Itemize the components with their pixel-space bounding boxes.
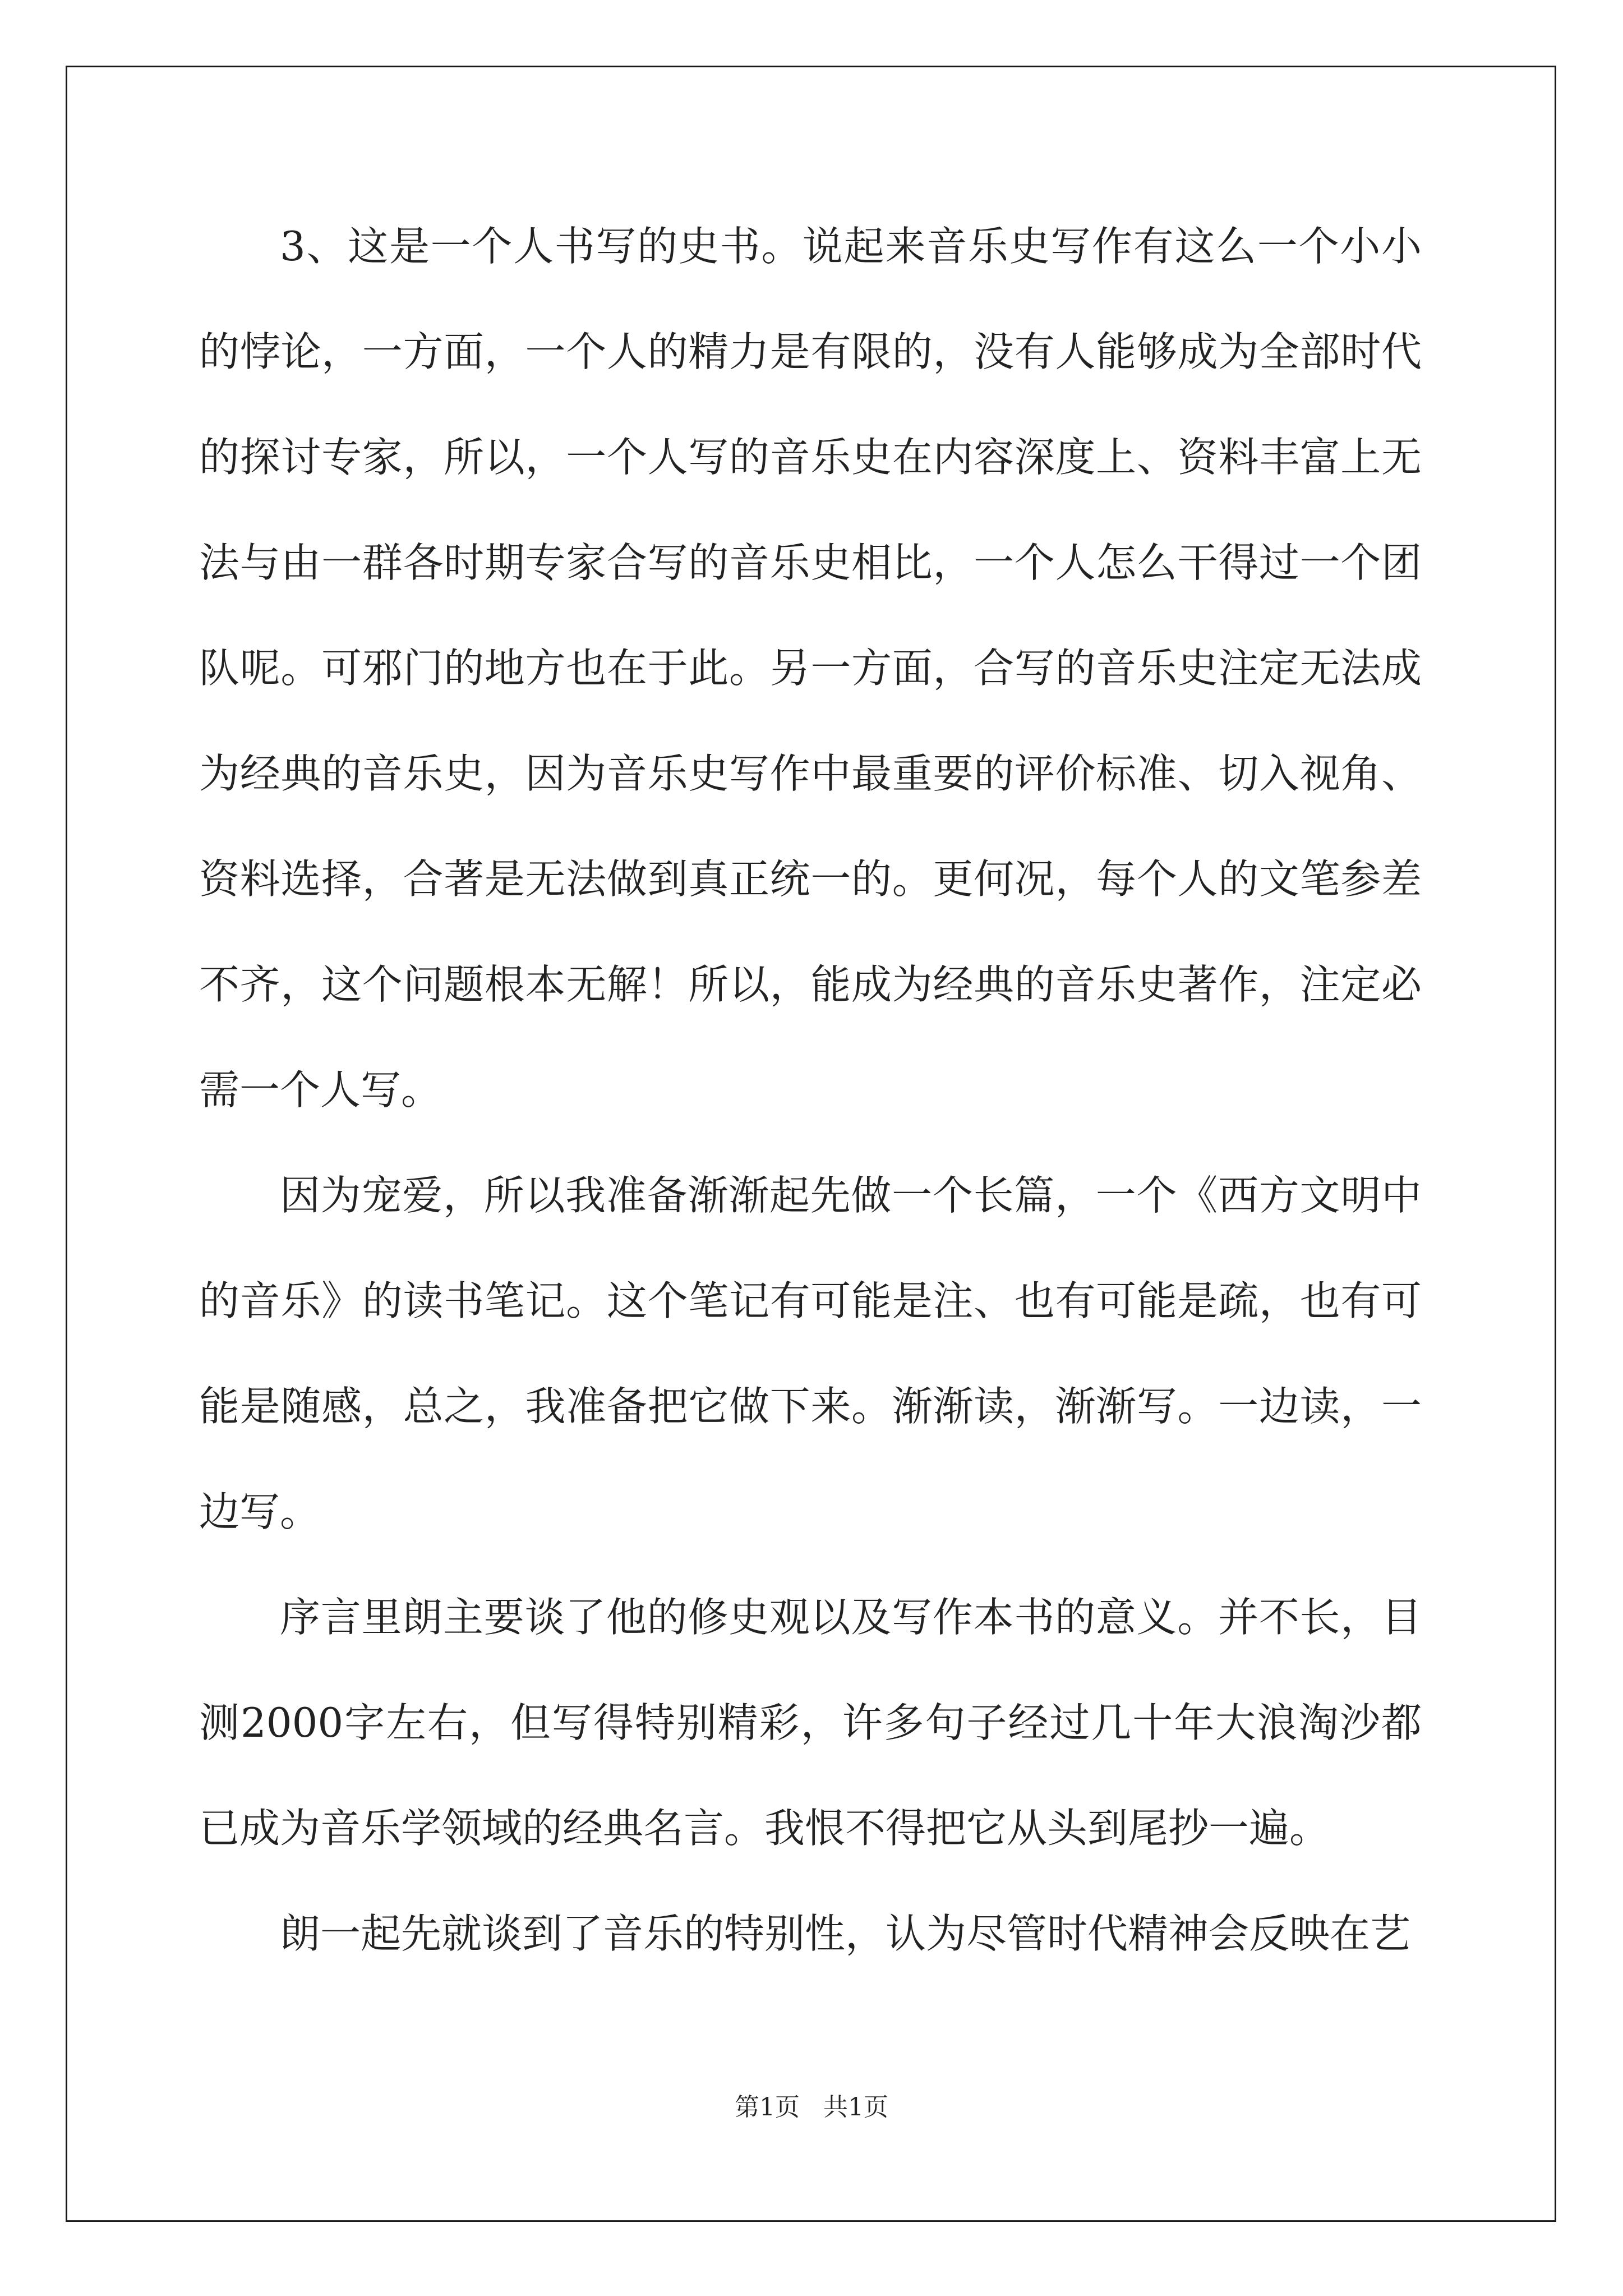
- page-footer: 第1页 共1页: [735, 2093, 888, 2122]
- paragraph-1: 3、这是一个人书写的史书。说起来音乐史写作有这么一个小小的悖论，一方面，一个人的精力是有限的，没有人能够成为全部时代的探讨专家，所以，一个人写的音乐史在内容深度上、资料丰富上无法与由一群各时期专家合写的音乐史相比，一个人怎么干得过一个团队呢。可邪门的地方也在于此。另一方面，合写的音乐史注定无法成为经典的音乐史，因为音乐史写作中最重要的评价标准、切入视角、资料选择，合著是无法做到真正统一的。更何况，每个人的文笔参差不齐，这个问题根本无解！所以，能成为经典的音乐史著作，注定必需一个人写。: [199, 223, 1422, 1114]
- paragraph-2: 因为宠爱，所以我准备渐渐起先做一个长篇，一个《西方文明中的音乐》的读书笔记。这个笔记有可能是注、也有可能是疏，也有可能是随感，总之，我准备把它做下来。渐渐读，渐渐写。一边读，一边写。: [199, 1172, 1422, 1535]
- paragraph-4: 朗一起先就谈到了音乐的特别性，认为尽管时代精神会反映在艺: [280, 1910, 1411, 1957]
- paragraph-3: 序言里朗主要谈了他的修史观以及写作本书的意义。并不长，目测2000字左右，但写得特别精彩，许多句子经过几十年大浪淘沙都已成为音乐学领域的经典名言。我恨不得把它从头到尾抄一遍。: [199, 1594, 1422, 1852]
- document-body: [199, 194, 1422, 1986]
